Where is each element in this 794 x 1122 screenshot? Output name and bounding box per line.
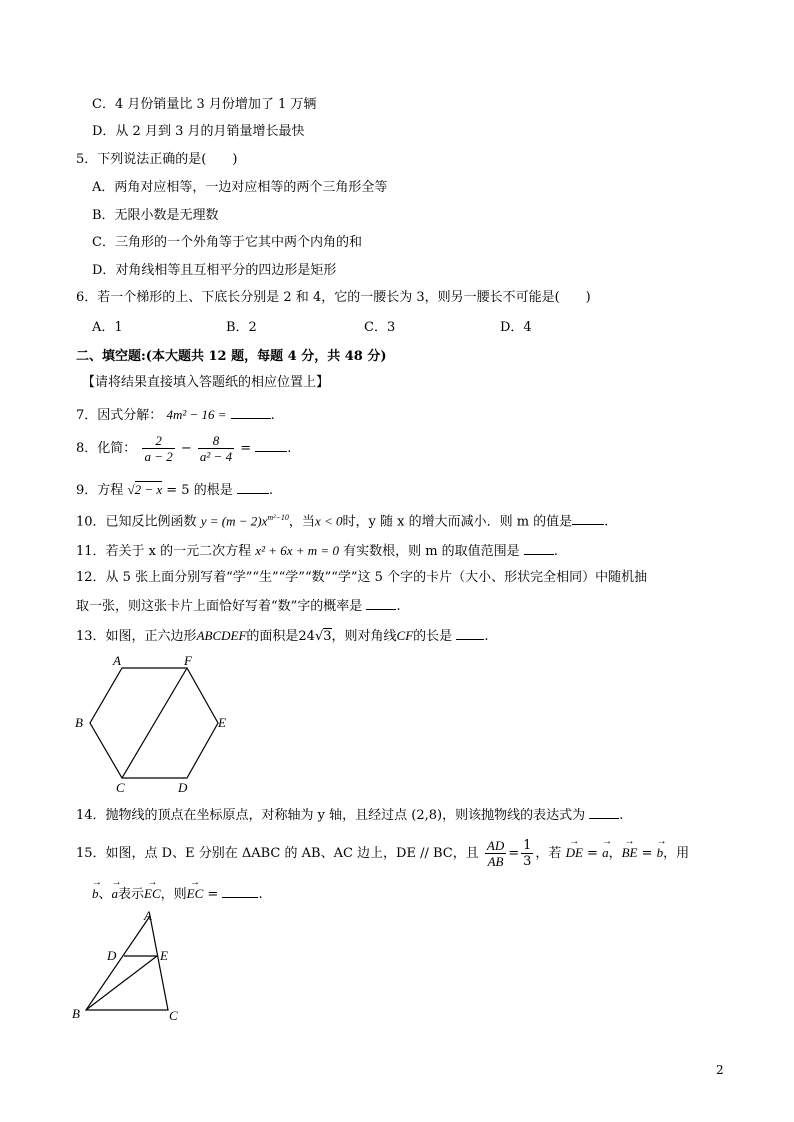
q10-mid2: 时， bbox=[342, 514, 369, 530]
q11-answer-blank[interactable] bbox=[524, 542, 554, 555]
q8 bbox=[76, 432, 291, 466]
q12-answer-blank[interactable] bbox=[366, 597, 396, 610]
q11-equation: x² + 6x + m = 0 bbox=[255, 543, 339, 558]
q13-pre: 如图，正六边形 bbox=[105, 629, 197, 644]
q10-function: y = (m − 2)x bbox=[200, 513, 268, 529]
q7-number: 7． bbox=[76, 408, 98, 423]
q15-answer-blank[interactable] bbox=[222, 885, 258, 898]
q13-hexagon-name: ABCDEF bbox=[196, 628, 247, 643]
q13-answer-blank[interactable] bbox=[456, 627, 484, 640]
q10-answer-blank[interactable] bbox=[572, 512, 604, 525]
q5-option-d: D．对角线相等且互相平分的四边形是矩形 bbox=[92, 263, 337, 278]
q6-option-d: D．4 bbox=[500, 320, 532, 335]
q8-end: . bbox=[287, 441, 292, 456]
label-a: A bbox=[144, 908, 152, 923]
q8-fraction-2 bbox=[198, 433, 234, 464]
q13: 13．如图，正六边形ABCDEF的面积是24√3，则对角线CF的长是 . bbox=[76, 628, 489, 644]
q7-answer-blank[interactable] bbox=[231, 406, 271, 419]
q15-vector-be: → BE bbox=[622, 836, 638, 870]
q9-answer-blank[interactable] bbox=[237, 481, 269, 494]
q10-end: . bbox=[604, 514, 609, 530]
q15-line2-vector-a: → a bbox=[112, 886, 119, 902]
q6-option-b: B．2 bbox=[226, 320, 257, 335]
label-c: C bbox=[116, 780, 125, 795]
q9-text: 方程 bbox=[97, 483, 124, 498]
q4-option-c: C．4 月份销量比 3 月份增加了 1 万辆 bbox=[92, 97, 317, 112]
q7-expression: 4m² − 16 = bbox=[166, 407, 227, 422]
q15-line2-b: ，则 bbox=[160, 887, 187, 902]
q7-text: 因式分解： bbox=[97, 408, 163, 423]
q15-equals: = bbox=[508, 846, 520, 861]
q13-number: 13． bbox=[76, 629, 106, 644]
q9-number: 9． bbox=[76, 483, 98, 498]
q8-answer-blank[interactable] bbox=[255, 439, 287, 452]
q13-end: . bbox=[484, 629, 489, 644]
label-b: B bbox=[75, 715, 83, 730]
page-number: 2 bbox=[716, 1063, 724, 1077]
q13-tail: ，则对角线 bbox=[331, 629, 397, 644]
q15-line2-a: 表示 bbox=[118, 887, 145, 902]
q10-mid: ，当 bbox=[288, 514, 315, 530]
q5-option-c: C．三角形的一个外角等于它其中两个内角的和 bbox=[92, 235, 362, 250]
q13-area: 24 bbox=[298, 629, 315, 644]
q4-option-d: D．从 2 月到 3 月的月销量增长最快 bbox=[92, 124, 305, 139]
section-title: 二、填空题:(本大题共 12 题，每题 4 分，共 48 分) bbox=[76, 349, 387, 364]
q7-end: . bbox=[270, 408, 275, 423]
q8-text: 化简： bbox=[97, 441, 137, 456]
q11 bbox=[76, 542, 558, 560]
q14 bbox=[76, 806, 623, 824]
q9-expression: = 5 的根是 bbox=[166, 483, 233, 498]
q10 bbox=[76, 510, 608, 530]
q14-text: 14．抛物线的顶点在坐标原点，对称轴为 y 轴，且经过点 (2,8)，则该抛物线的表达式为 bbox=[76, 808, 586, 823]
q15-vector-de: → DE bbox=[566, 836, 583, 870]
q5-stem: 5．下列说法正确的是( ) bbox=[76, 152, 238, 167]
q9-radical: √2 − x bbox=[127, 482, 163, 497]
q15-end: . bbox=[258, 887, 263, 902]
q11-tail: 有实数根，则 m 的取值范围是 bbox=[343, 544, 520, 559]
q15-ratio-denominator: AB bbox=[487, 854, 504, 869]
q8-fraction-2-denominator: a² − 4 bbox=[199, 449, 233, 464]
q6-option-c: C．3 bbox=[364, 320, 396, 335]
q15-vector-b: → b bbox=[657, 836, 664, 870]
q13-radicand: 3 bbox=[323, 629, 332, 644]
triangle-figure bbox=[66, 906, 196, 1026]
q11-number: 11． bbox=[76, 544, 106, 559]
q15-use: ，用 bbox=[663, 846, 690, 861]
q8-equals: = bbox=[240, 441, 252, 456]
q15-tail: ，若 bbox=[535, 846, 562, 861]
q14-answer-blank[interactable] bbox=[589, 806, 619, 819]
hexagon-figure bbox=[70, 652, 240, 797]
q7 bbox=[76, 406, 275, 424]
q8-number: 8． bbox=[76, 441, 98, 456]
q6-option-a: A．1 bbox=[92, 320, 123, 335]
q15-one-third-denominator: 3 bbox=[523, 854, 532, 869]
q15-line2-vector-b: → b bbox=[92, 886, 99, 902]
q8-fraction-1-numerator: 2 bbox=[142, 433, 174, 449]
q15-one-third-numerator: 1 bbox=[523, 838, 532, 853]
q10-condition: x < 0 bbox=[314, 513, 343, 529]
label-c: C bbox=[169, 1008, 178, 1023]
q12-end: . bbox=[396, 599, 401, 614]
section-note: 【请将结果直接填入答题纸的相应位置上】 bbox=[82, 375, 330, 390]
label-e: E bbox=[218, 715, 226, 730]
q12-line-2 bbox=[76, 597, 401, 615]
q13-mid: 的面积是 bbox=[246, 629, 299, 644]
q14-end: . bbox=[619, 808, 624, 823]
q15-vector-a: → a bbox=[602, 836, 609, 870]
label-a: A bbox=[113, 653, 121, 668]
label-b: B bbox=[72, 1006, 80, 1021]
q9-end: . bbox=[268, 483, 273, 498]
label-f: F bbox=[184, 653, 192, 668]
q8-fraction-1 bbox=[142, 433, 174, 464]
diagonal-cf bbox=[122, 668, 187, 778]
q12-line-1: 12．从 5 张上面分别写着“学”“生”“学”“数”“学”这 5 个字的卡片（大小、形状完全相同）中随机抽 bbox=[76, 570, 648, 585]
q15-line-1: 15．如图，点 D、E 分别在 ΔABC 的 AB、AC 边上，DE // BC，且 $\frac{AD}{AB}$ = $\frac{1}{3}$ ，若 → DE = → a，→ BE = → b，用 bbox=[76, 836, 689, 871]
q15-vector-ec: → EC bbox=[144, 886, 161, 902]
q8-minus: − bbox=[180, 441, 192, 456]
label-d: D bbox=[178, 780, 188, 795]
q15-one-third bbox=[521, 838, 533, 869]
q15-line-2: → b、→ a表示→ EC，则→ EC = . bbox=[92, 885, 263, 903]
q10-number: 10． bbox=[76, 514, 106, 530]
q15-number: 15． bbox=[76, 846, 106, 861]
q10-exponent: m²−10 bbox=[267, 513, 289, 522]
q12-line-2-text: 取一张，则这张卡片上面恰好写着“数”字的概率是 bbox=[76, 599, 363, 614]
q11-end: . bbox=[553, 544, 558, 559]
q15-vector-ec-2: → EC bbox=[187, 886, 204, 902]
q15-ratio-fraction bbox=[485, 838, 506, 869]
q11-pre: 若关于 x 的一元二次方程 bbox=[105, 544, 252, 559]
q5-option-b: B．无限小数是无理数 bbox=[92, 208, 219, 223]
q9-radicand: 2 − x bbox=[134, 482, 163, 497]
q15-ratio-numerator: AD bbox=[486, 838, 505, 853]
q13-diagonal: CF bbox=[396, 628, 414, 643]
q15-pre: 如图，点 D、E 分别在 ΔABC 的 AB、AC 边上，DE // BC，且 bbox=[105, 846, 479, 861]
label-e: E bbox=[160, 948, 168, 963]
triangle-abc bbox=[86, 916, 168, 1010]
q13-tail2: 的长是 bbox=[413, 629, 453, 644]
segment-be bbox=[86, 956, 157, 1010]
q10-pre: 已知反比例函数 bbox=[105, 514, 197, 530]
q8-fraction-2-numerator: 8 bbox=[198, 433, 234, 449]
q9 bbox=[76, 481, 273, 499]
q8-fraction-1-denominator: a − 2 bbox=[144, 449, 173, 464]
label-d: D bbox=[107, 948, 117, 963]
q10-tail: y 随 x 的增大而减小．则 m 的值是 bbox=[368, 514, 573, 530]
q6-stem: 6．若一个梯形的上、下底长分别是 2 和 4，它的一腰长为 3，则另一腰长不可能是( ) bbox=[76, 290, 591, 305]
q5-option-a: A．两角对应相等，一边对应相等的两个三角形全等 bbox=[92, 180, 388, 195]
